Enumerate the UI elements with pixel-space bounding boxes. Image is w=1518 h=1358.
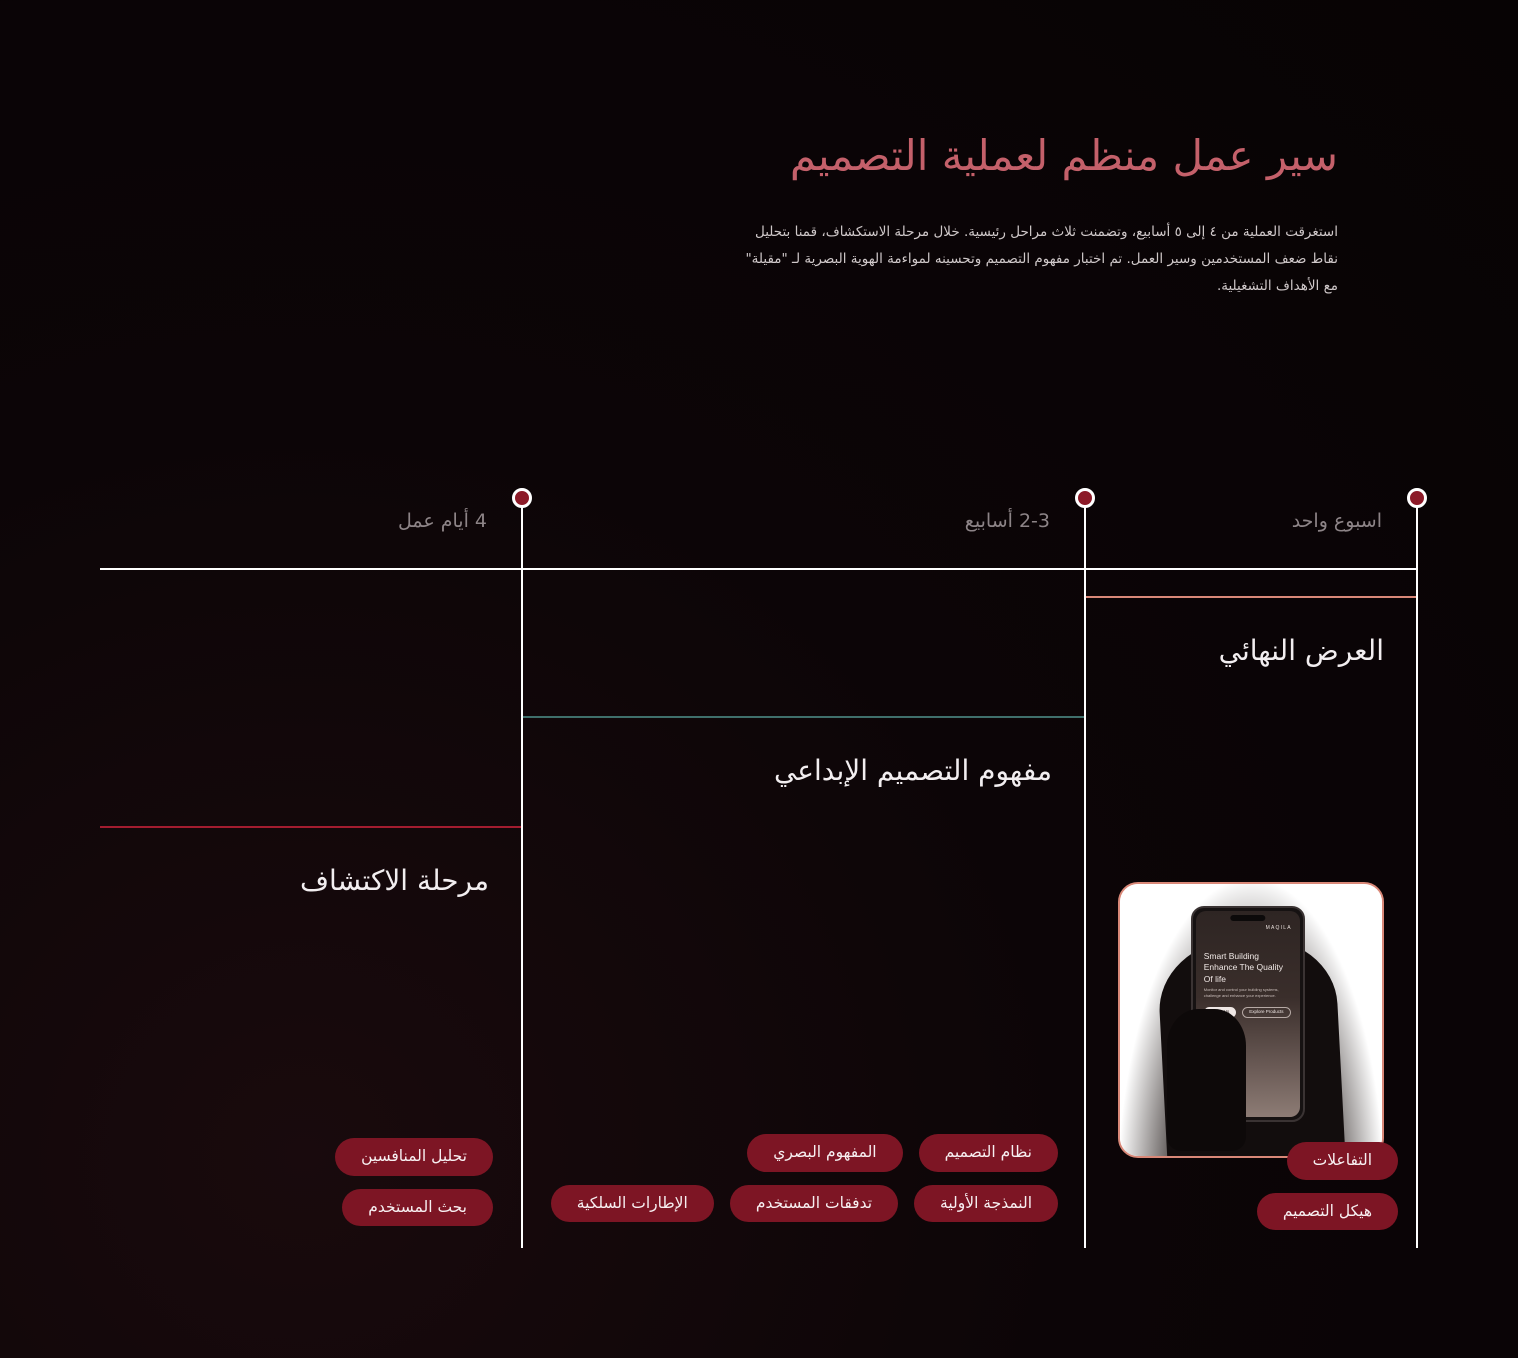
- timeline-milestone-dot: [512, 488, 532, 508]
- tag-item[interactable]: المفهوم البصري: [747, 1134, 902, 1172]
- tag-item[interactable]: هيكل التصميم: [1257, 1193, 1398, 1231]
- phase-title-discovery: مرحلة الاكتشاف: [300, 864, 489, 897]
- tag-item[interactable]: تحليل المنافسين: [335, 1138, 493, 1176]
- phase-card-concept: [523, 716, 1084, 1248]
- phase-duration-final: اسبوع واحد: [1291, 510, 1382, 532]
- final-design-preview[interactable]: [1118, 882, 1384, 1158]
- preview-button-explore[interactable]: Explore Products: [1242, 1007, 1290, 1019]
- tag-item[interactable]: نظام التصميم: [919, 1134, 1058, 1172]
- phase-divider-line: [521, 500, 523, 1248]
- timeline-milestone-dot: [1075, 488, 1095, 508]
- phase-tags-concept: [546, 1134, 1058, 1222]
- header: [738, 128, 1338, 313]
- phase-card-final: [1086, 596, 1416, 1248]
- preview-headline: Smart Building Enhance The Quality Of life: [1203, 950, 1283, 984]
- phase-duration-discovery: 4 أيام عمل: [397, 510, 487, 532]
- phase-tags-discovery: [243, 1138, 493, 1226]
- tag-item[interactable]: الإطارات السلكية: [551, 1185, 714, 1223]
- fingers-illustration: [1167, 1009, 1246, 1150]
- phase-column-discovery: [100, 488, 523, 1248]
- tag-item[interactable]: التفاعلات: [1287, 1142, 1398, 1180]
- phase-column-final: [1086, 488, 1418, 1248]
- phase-card-discovery: [100, 826, 521, 1248]
- phone-notch: [1230, 915, 1265, 921]
- tag-item[interactable]: تدفقات المستخدم: [730, 1185, 898, 1223]
- preview-background: [1120, 884, 1382, 1156]
- phase-title-final: العرض النهائي: [1218, 634, 1384, 667]
- timeline-milestone-dot: [1407, 488, 1427, 508]
- timeline: [100, 488, 1418, 1248]
- phase-title-concept: مفهوم التصميم الإبداعي: [773, 754, 1052, 787]
- phase-divider-line: [1416, 500, 1418, 1248]
- phase-duration-concept: 2-3 أسابيع: [964, 510, 1050, 532]
- tag-item[interactable]: النمذجة الأولية: [914, 1185, 1058, 1223]
- preview-brand: MAQILA: [1265, 924, 1292, 931]
- phase-tags-final: [1148, 1142, 1398, 1230]
- preview-subtext: Monitor and control your building systems, challenge and enhance your experience.: [1203, 986, 1279, 998]
- phase-column-concept: [523, 488, 1086, 1248]
- page-title: سير عمل منظم لعملية التصميم: [789, 131, 1338, 180]
- phase-divider-line: [1084, 500, 1086, 1248]
- tag-item[interactable]: بحث المستخدم: [342, 1189, 493, 1227]
- page-description: استغرقت العملية من ٤ إلى ٥ أسابيع، وتضمنت ثلاث مراحل رئيسية. خلال مرحلة الاستكشاف، قمنا بتحليل نقاط ضعف المستخدمين وسير العمل. تم اختبار مفهوم التصميم وتحسينه لمواءمة الهوية البصرية لـ "مقيلة" مع الأهداف التشغيلية.: [745, 223, 1338, 294]
